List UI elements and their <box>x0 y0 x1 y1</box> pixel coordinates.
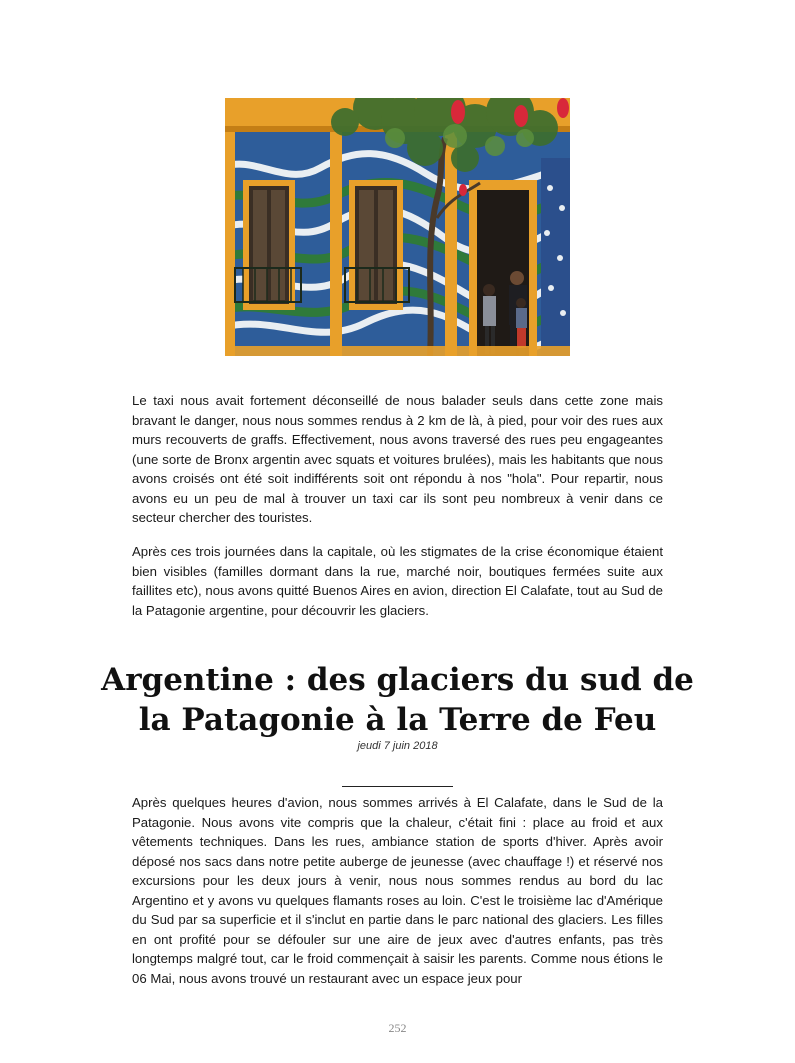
article-photo-mosaic-facade <box>225 98 570 356</box>
article-title: Argentine : des glaciers du sud de la Patagonie à la Terre de Feu <box>101 662 694 738</box>
paragraph-leaving-buenos-aires: Après ces trois journées dans la capitale, où les stigmates de la crise économique étaient bien visibles (familles dormant dans la rue, marché noir, boutiques fermées suite aux faillites etc), nous avons quitté Buenos Aires en avion, direction El Calafate, tout au Sud de la Patagonie argentine, pour découvrir les glaciers. <box>132 544 663 618</box>
title-separator-rule <box>342 786 453 787</box>
paragraph-el-calafate: Après quelques heures d'avion, nous sommes arrivés à El Calafate, dans le Sud de la Patagonie. Nous avons vite compris que la chaleur, c'était fini : place au froid et aux vêtements techniques. Dans les rues, ambiance station de sports d'hiver. Après avoir déposé nos sacs dans notre petite auberge de jeunesse (avec chauffage !) et réservé nos excursions pour les deux jours à venir, nous nous sommes rendus au bord du lac Argentino et y avons vu quelques flamants roses au loin. C'est le troisième lac d'Amérique du Sud par sa superficie et il s'inclut en partie dans le parc national des glaciers. Les filles en ont profité pour se défouler sur une aire de jeux avec d'autres enfants, pas très longtemps malgré tout, car le froid commençait à saisir les parents. Comme nous étions le 06 Mai, nous avons trouvé un restaurant avec un espace jeux pour <box>132 795 663 986</box>
article-date: jeudi 7 juin 2018 <box>357 740 438 752</box>
page-number: 252 <box>388 1021 407 1035</box>
paragraph-taxi-graffiti: Le taxi nous avait fortement déconseillé de nous balader seuls dans cette zone mais bravant le danger, nous nous sommes rendus à 2 km de là, à pied, pour voir des rues aux murs recouverts de graffs. Effectivement, nous avons traversé des rues peu engageantes (une sorte de Bronx argentin avec squats et voitures brulées), mais les habitants que nous avons croisés ont été soit indifférents soit ont répondu à nos "hola". Pour repartir, nous avons eu un peu de mal à trouver un taxi car ils sont peu nombreux à venir dans ce secteur chercher des touristes. <box>132 393 663 525</box>
